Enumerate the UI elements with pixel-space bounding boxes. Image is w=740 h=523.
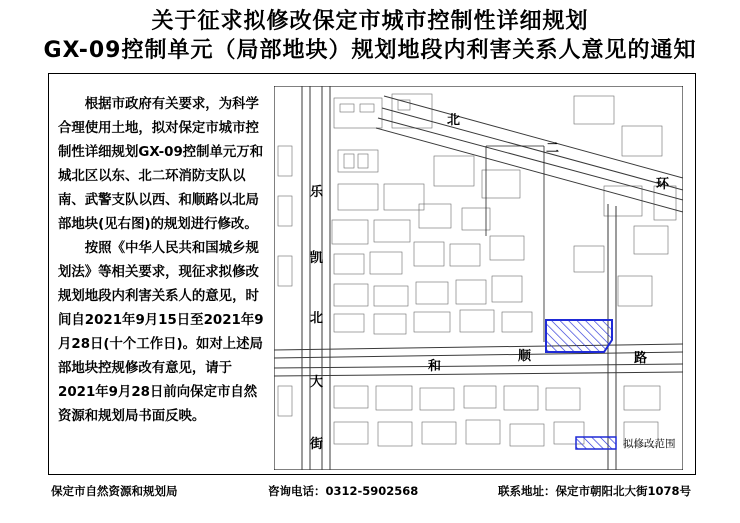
- title-line-1: 关于征求拟修改保定市城市控制性详细规划: [151, 9, 589, 34]
- road-label-west-3: 北: [310, 311, 324, 326]
- road-label-west-5: 街: [310, 437, 324, 452]
- road-label-north-3: 环: [656, 177, 670, 192]
- road-label-west-4: 大: [310, 375, 324, 390]
- title-line-2: GX-09控制单元（局部地块）规划地段内利害关系人意见的通知: [43, 38, 697, 63]
- legend-label: 拟修改范围: [623, 438, 676, 450]
- footer-address: 联系地址：保定市朝阳北大街1078号: [498, 484, 692, 498]
- footer-organization: 保定市自然资源和规划局: [51, 484, 178, 498]
- body-paragraph-1: 根据市政府有关要求，为科学合理使用土地，拟对保定市城市控制性详细规划GX-09控制单元万和城北区以东、北二环消防支队以南、武警支队以西、和顺路以北局部地块(见右图)的规划进行修改。: [58, 97, 264, 232]
- road-label-south-2: 顺: [518, 349, 532, 364]
- road-label-north-1: 北: [447, 113, 461, 128]
- body-paragraph-2: 按照《中华人民共和国城乡规划法》等相关要求，现征求拟修改规划地段内利害关系人的意见，时间自2021年9月15日至2021年9月28日(十个工作日)。如对上述局部地块控规修改有意见，请于2021年9月28日前向保定市自然资源和规划局书面反映。: [58, 241, 264, 424]
- legend-swatch: [576, 437, 616, 449]
- road-label-south-3: 路: [634, 351, 648, 366]
- notice-body: [58, 93, 264, 429]
- road-label-north-2: 二: [546, 141, 560, 156]
- road-label-west-1: 乐: [310, 185, 324, 200]
- modification-area: [546, 320, 612, 352]
- road-label-west-2: 凯: [310, 251, 324, 266]
- site-map: [274, 86, 683, 470]
- footer-phone: 咨询电话：0312-5902568: [268, 484, 419, 498]
- road-label-south-1: 和: [428, 359, 442, 374]
